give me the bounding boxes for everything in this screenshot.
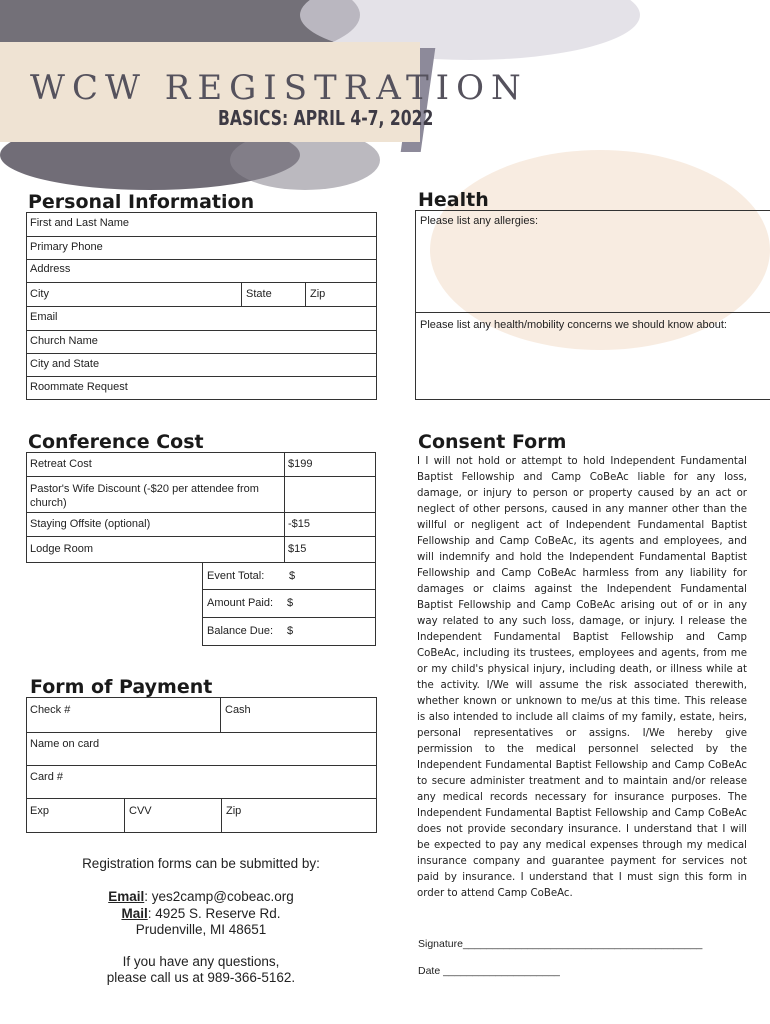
balance-due-field[interactable] bbox=[202, 617, 376, 646]
check-label[interactable]: Check # bbox=[30, 704, 71, 716]
balance-due-label: Balance Due: bbox=[207, 625, 274, 637]
phone-label: Primary Phone bbox=[30, 241, 103, 253]
cost-label-offsite: Staying Offsite (optional) bbox=[30, 518, 151, 530]
signature-line[interactable]: Signature_________________________________________ bbox=[418, 938, 703, 950]
cost-value-retreat: $199 bbox=[284, 453, 375, 476]
cost-row-offsite bbox=[26, 512, 376, 537]
amount-paid-field[interactable] bbox=[202, 589, 376, 618]
cash-label: Cash bbox=[225, 704, 251, 716]
payment-row-exp bbox=[26, 798, 377, 833]
health-concerns-label: Please list any health/mobility concerns we should know about: bbox=[420, 319, 727, 331]
submit-mail bbox=[70, 906, 332, 921]
cost-value-discount[interactable] bbox=[284, 477, 375, 512]
payment-row-check bbox=[26, 697, 377, 733]
card-zip-field[interactable] bbox=[221, 799, 376, 832]
email-method-label: Email bbox=[108, 889, 145, 904]
questions-line1: If you have any questions, bbox=[122, 954, 280, 969]
address-label: Address bbox=[30, 263, 71, 275]
allergies-label: Please list any allergies: bbox=[420, 215, 539, 227]
card-zip-label: Zip bbox=[226, 805, 242, 817]
event-total-dollar: $ bbox=[289, 570, 296, 582]
name-label: First and Last Name bbox=[30, 217, 130, 229]
zip-field[interactable] bbox=[305, 283, 376, 306]
allergies-field[interactable] bbox=[415, 210, 770, 313]
city-state-label: City and State bbox=[30, 358, 100, 370]
state-label: State bbox=[246, 288, 272, 300]
event-total-label: Event Total: bbox=[207, 570, 265, 582]
health-concerns-field[interactable] bbox=[415, 312, 770, 400]
cost-row-retreat bbox=[26, 452, 376, 477]
name-on-card-field[interactable] bbox=[26, 732, 377, 766]
card-number-label: Card # bbox=[30, 771, 64, 783]
email-field[interactable] bbox=[26, 306, 377, 331]
questions-line2: please call us at 989-366-5162. bbox=[106, 970, 296, 985]
submit-city: Prudenville, MI 48651 bbox=[135, 922, 267, 937]
cost-label-lodge: Lodge Room bbox=[30, 543, 93, 555]
exp-label[interactable]: Exp bbox=[30, 805, 49, 817]
cost-value-offsite: -$15 bbox=[284, 513, 375, 536]
personal-heading: Personal Information bbox=[28, 191, 255, 213]
address-field[interactable] bbox=[26, 259, 377, 283]
date-line[interactable]: Date ____________________ bbox=[418, 965, 560, 977]
cvv-label: CVV bbox=[129, 805, 152, 817]
submit-email bbox=[70, 889, 332, 904]
phone-field[interactable] bbox=[26, 236, 377, 260]
name-on-card-label: Name on card bbox=[30, 738, 100, 750]
consent-text: I I will not hold or attempt to hold Independent Fundamental Baptist Fellowship and Camp CoBeAc liable for any loss, damage, or injury to person or property caused by an act or neglect of other persons, caused in any manner other than the willful or negligent act of Independent Fundamental Baptist Fellowship and Camp CoBeAc, its agents and employees, and will indemnify and hold the Independent Fundamental Baptist Fellowship and Camp CoBeAc harmless from any liability for damages or claims against the Independent Fundamental Baptist Fellowship and Camp CoBeAc arising out of or in any way related to any such loss, damage, or injury. I release the Independent Fundamental Baptist Fellowship and Camp CoBeAc, including its trustees, employees and agents, from me or my child's physical injury, including death, or illness while at the activity. I/We will assume the risk associated therewith, whether known or unknown to me/us at this time. This release is also intended to include all claims of my family, estate, heirs, personal representatives or assigns. I/We hereby give permission to the medical personnel selected by the Independent Fundamental Baptist Fellowship and Camp CoBeAc to secure administer treatment and to maintain and/or release any medical records necessary for insurance purposes. The Independent Fundamental Baptist Fellowship and Camp CoBeAc does not provide secondary insurance. I understand that I will be expected to pay any medical expenses through my medical insurance company and guarantee payment for services not paid by insurance. I understand that I must sign this form in order to attend Camp CoBeAc. bbox=[417, 456, 747, 899]
cost-row-lodge bbox=[26, 536, 376, 563]
name-field[interactable] bbox=[26, 212, 377, 237]
page-title: WCW REGISTRATION bbox=[30, 68, 528, 108]
city-label: City bbox=[30, 288, 49, 300]
submit-instructions: Registration forms can be submitted by: bbox=[82, 856, 320, 871]
health-heading: Health bbox=[418, 189, 489, 211]
email-label: Email bbox=[30, 311, 58, 323]
consent-heading: Consent Form bbox=[418, 431, 567, 453]
roommate-field[interactable] bbox=[26, 376, 377, 400]
amount-paid-label: Amount Paid: bbox=[207, 597, 274, 609]
submit-email-address: : yes2camp@cobeac.org bbox=[144, 889, 294, 904]
submit-mail-address: : 4925 S. Reserve Rd. bbox=[147, 906, 281, 921]
amount-paid-dollar: $ bbox=[287, 597, 294, 609]
cost-label-retreat: Retreat Cost bbox=[30, 458, 92, 470]
city-row bbox=[26, 282, 377, 307]
cost-heading: Conference Cost bbox=[28, 431, 204, 453]
city-state-field[interactable] bbox=[26, 353, 377, 377]
event-subtitle: BASICS: APRIL 4-7, 2022 bbox=[218, 106, 434, 130]
balance-due-dollar: $ bbox=[287, 625, 294, 637]
roommate-label: Roommate Request bbox=[30, 381, 128, 393]
payment-heading: Form of Payment bbox=[30, 676, 213, 698]
state-field[interactable] bbox=[241, 283, 305, 306]
card-number-field[interactable] bbox=[26, 765, 377, 799]
cvv-field[interactable] bbox=[124, 799, 221, 832]
cost-label-discount: Pastor's Wife Discount (-$20 per attendee from church) bbox=[30, 483, 259, 509]
cost-row-discount bbox=[26, 476, 376, 513]
zip-label: Zip bbox=[310, 288, 326, 300]
event-total-field[interactable] bbox=[202, 562, 376, 590]
church-label: Church Name bbox=[30, 335, 98, 347]
cash-field[interactable] bbox=[220, 698, 376, 732]
church-field[interactable] bbox=[26, 330, 377, 354]
cost-value-lodge: $15 bbox=[284, 537, 375, 562]
mail-method-label: Mail bbox=[121, 906, 148, 921]
